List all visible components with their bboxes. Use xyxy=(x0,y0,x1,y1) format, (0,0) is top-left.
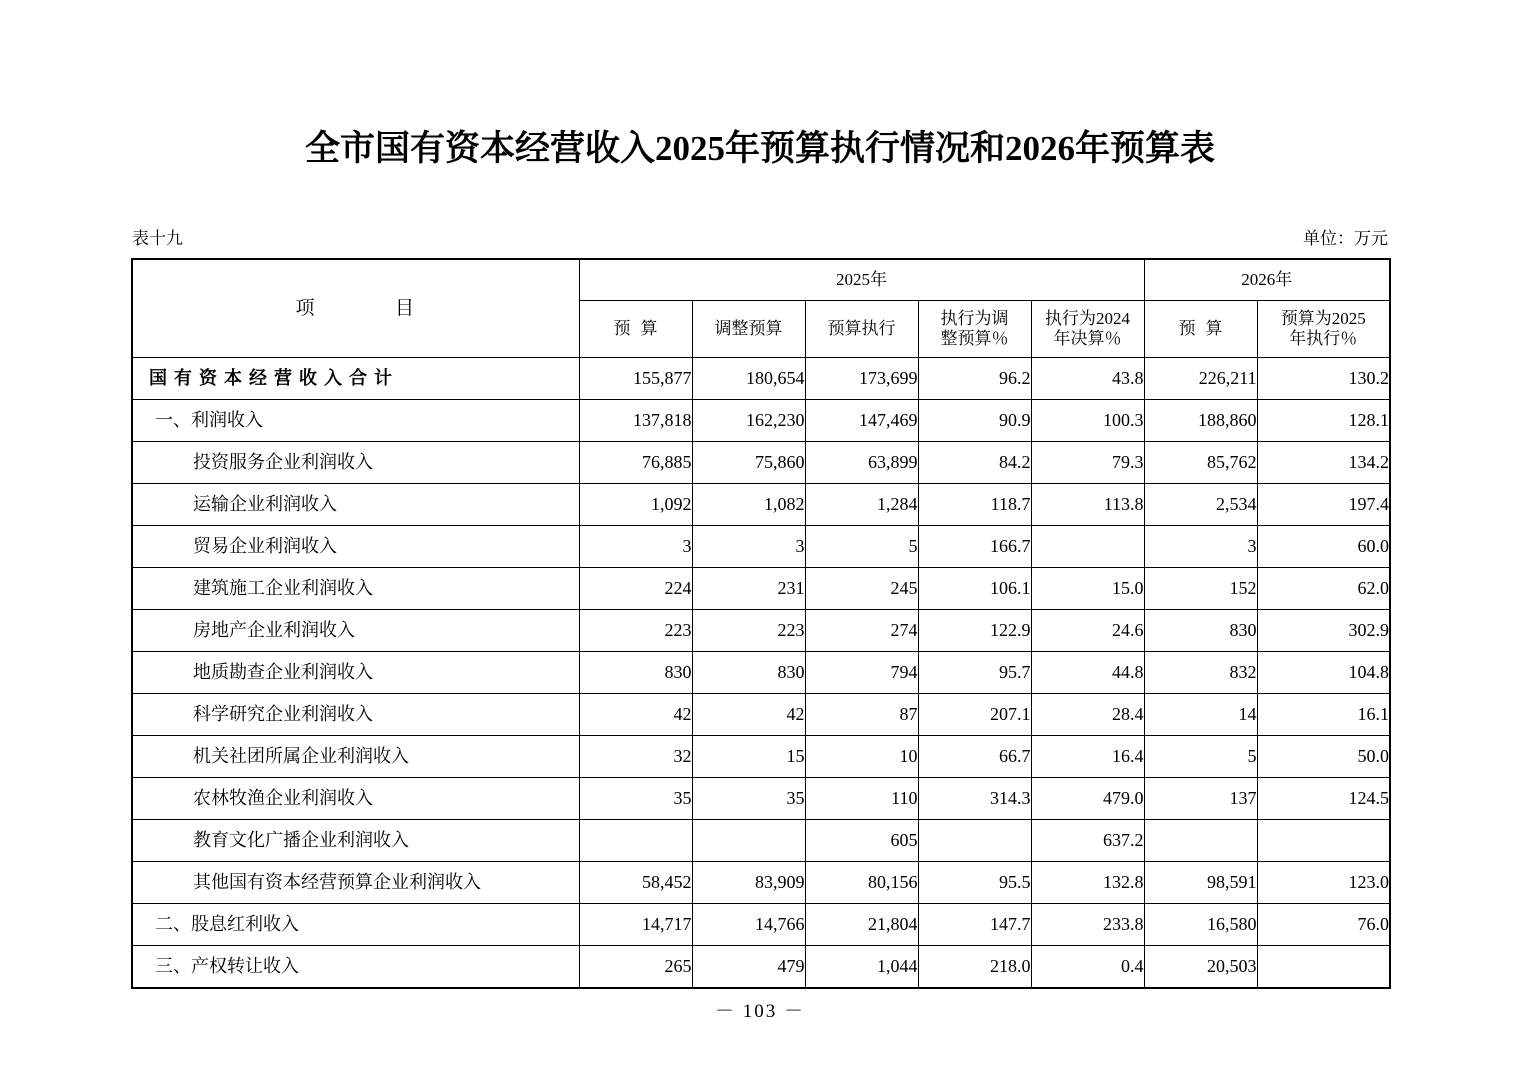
cell-budget_2026 xyxy=(1144,820,1257,862)
cell-exec_vs_2024_final_pct: 43.8 xyxy=(1031,358,1144,400)
row-label: 农林牧渔企业利润收入 xyxy=(193,788,373,809)
item-header-right: 目 xyxy=(395,297,417,319)
table-row xyxy=(132,778,1390,820)
cell-budget2026_vs_exec2025_pct: 124.5 xyxy=(1257,778,1390,820)
table-header xyxy=(132,259,1390,358)
col-header-adjusted-budget-2025: 调整预算 xyxy=(692,301,805,358)
row-label: 一、利润收入 xyxy=(155,410,263,431)
row-label-cell xyxy=(132,820,579,862)
cell-exec_vs_2024_final_pct: 132.8 xyxy=(1031,862,1144,904)
cell-adjusted_budget_2025: 162,230 xyxy=(692,400,805,442)
row-label: 三、产权转让收入 xyxy=(155,956,299,976)
table-row xyxy=(132,484,1390,526)
cell-exec_vs_adjusted_pct: 95.5 xyxy=(918,862,1031,904)
cell-budget2026_vs_exec2025_pct: 197.4 xyxy=(1257,484,1390,526)
cell-exec_vs_adjusted_pct: 84.2 xyxy=(918,442,1031,484)
cell-exec_vs_2024_final_pct: 113.8 xyxy=(1031,484,1144,526)
cell-exec_vs_2024_final_pct xyxy=(1031,526,1144,568)
cell-budget_2025: 137,818 xyxy=(579,400,692,442)
cell-budget_2025: 76,885 xyxy=(579,442,692,484)
cell-execution_2025: 1,044 xyxy=(805,946,918,988)
cell-adjusted_budget_2025: 479 xyxy=(692,946,805,988)
row-label: 国有资本经营收入合计 xyxy=(149,368,399,389)
cell-budget_2026: 14 xyxy=(1144,694,1257,736)
cell-budget_2026: 830 xyxy=(1144,610,1257,652)
row-label: 科学研究企业利润收入 xyxy=(193,704,373,725)
cell-execution_2025: 173,699 xyxy=(805,358,918,400)
table-row xyxy=(132,904,1390,946)
row-label-cell xyxy=(132,400,579,442)
cell-adjusted_budget_2025: 35 xyxy=(692,778,805,820)
cell-adjusted_budget_2025: 223 xyxy=(692,610,805,652)
cell-execution_2025: 21,804 xyxy=(805,904,918,946)
cell-execution_2025: 1,284 xyxy=(805,484,918,526)
row-label: 教育文化广播企业利润收入 xyxy=(193,830,409,851)
row-label-cell xyxy=(132,652,579,694)
cell-budget_2026: 188,860 xyxy=(1144,400,1257,442)
cell-budget2026_vs_exec2025_pct: 128.1 xyxy=(1257,400,1390,442)
table-row xyxy=(132,694,1390,736)
cell-execution_2025: 63,899 xyxy=(805,442,918,484)
cell-adjusted_budget_2025: 83,909 xyxy=(692,862,805,904)
cell-exec_vs_adjusted_pct: 106.1 xyxy=(918,568,1031,610)
cell-exec_vs_adjusted_pct: 122.9 xyxy=(918,610,1031,652)
cell-exec_vs_adjusted_pct: 96.2 xyxy=(918,358,1031,400)
item-header-left: 项 xyxy=(295,297,317,319)
row-label-cell xyxy=(132,526,579,568)
table-row xyxy=(132,526,1390,568)
cell-budget_2025: 223 xyxy=(579,610,692,652)
col-header-budget-2026: 预算 xyxy=(1144,301,1257,358)
cell-adjusted_budget_2025: 14,766 xyxy=(692,904,805,946)
cell-execution_2025: 80,156 xyxy=(805,862,918,904)
table-row xyxy=(132,568,1390,610)
cell-execution_2025: 605 xyxy=(805,820,918,862)
cell-adjusted_budget_2025: 231 xyxy=(692,568,805,610)
cell-budget2026_vs_exec2025_pct: 130.2 xyxy=(1257,358,1390,400)
cell-budget_2025: 32 xyxy=(579,736,692,778)
cell-budget_2026: 20,503 xyxy=(1144,946,1257,988)
cell-adjusted_budget_2025: 830 xyxy=(692,652,805,694)
row-label: 房地产企业利润收入 xyxy=(193,620,355,641)
table-row xyxy=(132,862,1390,904)
table-meta-row xyxy=(132,228,1388,250)
cell-budget_2025: 35 xyxy=(579,778,692,820)
cell-exec_vs_adjusted_pct: 95.7 xyxy=(918,652,1031,694)
cell-budget_2025: 14,717 xyxy=(579,904,692,946)
unit-note-label: 单位：万元 xyxy=(1303,229,1388,248)
cell-exec_vs_2024_final_pct: 15.0 xyxy=(1031,568,1144,610)
row-label: 运输企业利润收入 xyxy=(193,494,337,515)
row-label-cell xyxy=(132,946,579,988)
row-label: 贸易企业利润收入 xyxy=(193,536,337,557)
row-label: 建筑施工企业利润收入 xyxy=(193,578,373,599)
table-row xyxy=(132,610,1390,652)
cell-exec_vs_adjusted_pct: 147.7 xyxy=(918,904,1031,946)
cell-budget_2026: 5 xyxy=(1144,736,1257,778)
cell-adjusted_budget_2025: 1,082 xyxy=(692,484,805,526)
cell-execution_2025: 245 xyxy=(805,568,918,610)
cell-budget_2025 xyxy=(579,820,692,862)
cell-budget2026_vs_exec2025_pct: 123.0 xyxy=(1257,862,1390,904)
cell-budget2026_vs_exec2025_pct: 104.8 xyxy=(1257,652,1390,694)
cell-exec_vs_adjusted_pct: 66.7 xyxy=(918,736,1031,778)
cell-budget_2026: 137 xyxy=(1144,778,1257,820)
row-label-cell xyxy=(132,610,579,652)
table-row xyxy=(132,652,1390,694)
cell-execution_2025: 5 xyxy=(805,526,918,568)
cell-budget2026_vs_exec2025_pct: 302.9 xyxy=(1257,610,1390,652)
cell-execution_2025: 10 xyxy=(805,736,918,778)
budget-table-container xyxy=(131,258,1389,989)
cell-exec_vs_2024_final_pct: 637.2 xyxy=(1031,820,1144,862)
table-row xyxy=(132,358,1390,400)
cell-exec_vs_2024_final_pct: 44.8 xyxy=(1031,652,1144,694)
cell-budget2026_vs_exec2025_pct: 50.0 xyxy=(1257,736,1390,778)
cell-budget2026_vs_exec2025_pct: 134.2 xyxy=(1257,442,1390,484)
cell-exec_vs_2024_final_pct: 233.8 xyxy=(1031,904,1144,946)
cell-budget_2025: 830 xyxy=(579,652,692,694)
cell-exec_vs_2024_final_pct: 479.0 xyxy=(1031,778,1144,820)
col-header-budget2026-vs-exec2025-pct: 预算为2025 年执行％ xyxy=(1257,301,1390,358)
cell-exec_vs_adjusted_pct: 90.9 xyxy=(918,400,1031,442)
col-header-execution-2025: 预算执行 xyxy=(805,301,918,358)
row-label: 机关社团所属企业利润收入 xyxy=(193,746,409,767)
cell-budget_2026: 85,762 xyxy=(1144,442,1257,484)
cell-exec_vs_adjusted_pct: 314.3 xyxy=(918,778,1031,820)
cell-budget2026_vs_exec2025_pct xyxy=(1257,820,1390,862)
cell-execution_2025: 794 xyxy=(805,652,918,694)
cell-budget_2026: 152 xyxy=(1144,568,1257,610)
row-label-cell xyxy=(132,904,579,946)
table-body xyxy=(132,358,1390,988)
cell-budget2026_vs_exec2025_pct: 62.0 xyxy=(1257,568,1390,610)
cell-exec_vs_2024_final_pct: 28.4 xyxy=(1031,694,1144,736)
table-row xyxy=(132,820,1390,862)
table-header-group-row xyxy=(132,259,1390,301)
row-label-cell xyxy=(132,358,579,400)
cell-budget_2026: 3 xyxy=(1144,526,1257,568)
page-number-footer: － 103 － xyxy=(714,1001,805,1022)
cell-adjusted_budget_2025: 75,860 xyxy=(692,442,805,484)
group-header-2026: 2026年 xyxy=(1144,259,1390,301)
cell-budget_2026: 16,580 xyxy=(1144,904,1257,946)
cell-budget_2025: 1,092 xyxy=(579,484,692,526)
cell-exec_vs_adjusted_pct xyxy=(918,820,1031,862)
row-label: 投资服务企业利润收入 xyxy=(193,452,373,473)
row-label: 其他国有资本经营预算企业利润收入 xyxy=(193,872,481,893)
item-column-header xyxy=(132,259,579,358)
col-header-exec-vs-adjusted-pct: 执行为调 整预算％ xyxy=(918,301,1031,358)
row-label-cell xyxy=(132,484,579,526)
cell-exec_vs_2024_final_pct: 0.4 xyxy=(1031,946,1144,988)
cell-budget_2025: 42 xyxy=(579,694,692,736)
table-row xyxy=(132,400,1390,442)
table-row xyxy=(132,946,1390,988)
cell-exec_vs_adjusted_pct: 207.1 xyxy=(918,694,1031,736)
cell-exec_vs_2024_final_pct: 100.3 xyxy=(1031,400,1144,442)
row-label-cell xyxy=(132,736,579,778)
cell-budget_2026: 832 xyxy=(1144,652,1257,694)
group-header-2025: 2025年 xyxy=(579,259,1144,301)
cell-budget_2026: 98,591 xyxy=(1144,862,1257,904)
cell-exec_vs_adjusted_pct: 118.7 xyxy=(918,484,1031,526)
cell-exec_vs_adjusted_pct: 166.7 xyxy=(918,526,1031,568)
cell-exec_vs_adjusted_pct: 218.0 xyxy=(918,946,1031,988)
row-label: 二、股息红利收入 xyxy=(155,914,299,935)
cell-adjusted_budget_2025 xyxy=(692,820,805,862)
cell-adjusted_budget_2025: 15 xyxy=(692,736,805,778)
cell-execution_2025: 147,469 xyxy=(805,400,918,442)
row-label-cell xyxy=(132,568,579,610)
cell-budget_2025: 224 xyxy=(579,568,692,610)
table-row xyxy=(132,736,1390,778)
row-label-cell xyxy=(132,442,579,484)
cell-adjusted_budget_2025: 42 xyxy=(692,694,805,736)
cell-budget_2026: 2,534 xyxy=(1144,484,1257,526)
row-label-cell xyxy=(132,862,579,904)
cell-exec_vs_2024_final_pct: 24.6 xyxy=(1031,610,1144,652)
row-label-cell xyxy=(132,694,579,736)
cell-budget_2025: 58,452 xyxy=(579,862,692,904)
budget-table xyxy=(131,258,1391,989)
cell-budget_2026: 226,211 xyxy=(1144,358,1257,400)
cell-exec_vs_2024_final_pct: 16.4 xyxy=(1031,736,1144,778)
page-title: 全市国有资本经营收入2025年预算执行情况和2026年预算表 xyxy=(304,129,1215,168)
cell-budget_2025: 155,877 xyxy=(579,358,692,400)
col-header-budget-2025: 预算 xyxy=(579,301,692,358)
cell-budget2026_vs_exec2025_pct xyxy=(1257,946,1390,988)
table-number-label: 表十九 xyxy=(132,229,183,248)
cell-adjusted_budget_2025: 3 xyxy=(692,526,805,568)
cell-execution_2025: 87 xyxy=(805,694,918,736)
cell-budget2026_vs_exec2025_pct: 16.1 xyxy=(1257,694,1390,736)
cell-budget2026_vs_exec2025_pct: 60.0 xyxy=(1257,526,1390,568)
table-row xyxy=(132,442,1390,484)
cell-exec_vs_2024_final_pct: 79.3 xyxy=(1031,442,1144,484)
cell-budget_2025: 3 xyxy=(579,526,692,568)
cell-adjusted_budget_2025: 180,654 xyxy=(692,358,805,400)
cell-execution_2025: 274 xyxy=(805,610,918,652)
col-header-exec-vs-2024-final-pct: 执行为2024 年决算％ xyxy=(1031,301,1144,358)
row-label-cell xyxy=(132,778,579,820)
cell-budget_2025: 265 xyxy=(579,946,692,988)
row-label: 地质勘查企业利润收入 xyxy=(193,662,373,683)
cell-budget2026_vs_exec2025_pct: 76.0 xyxy=(1257,904,1390,946)
cell-execution_2025: 110 xyxy=(805,778,918,820)
